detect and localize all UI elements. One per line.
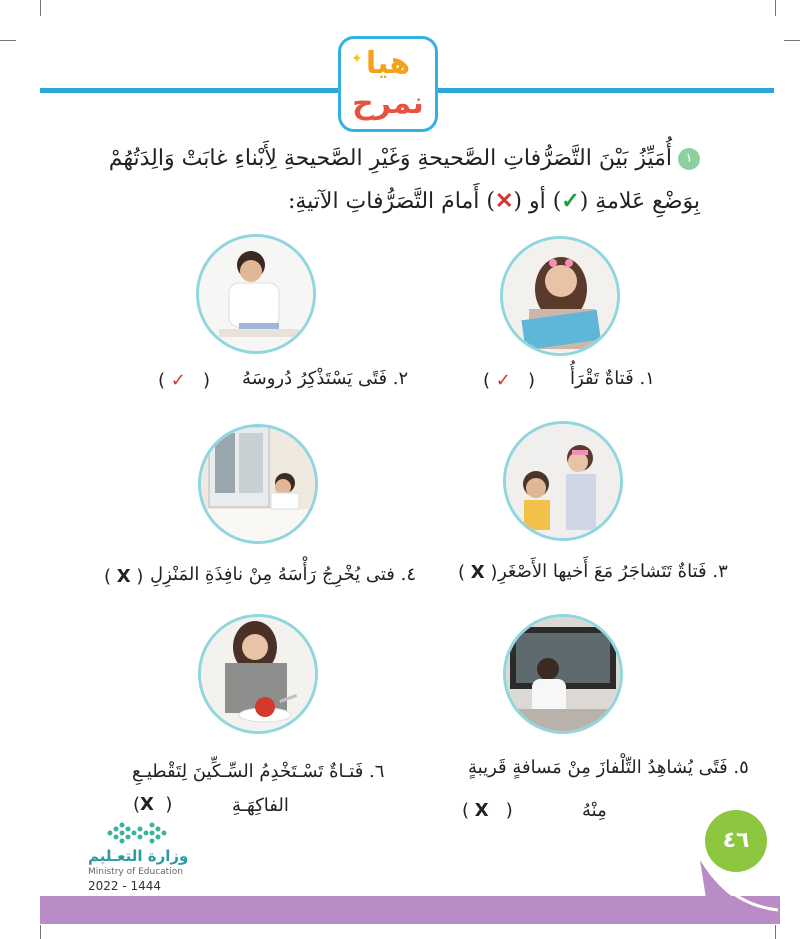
- item-2-label: ٢. فَتًى يَسْتَذْكِرُ دُروسَهُ: [242, 368, 409, 389]
- item-3-label: ٣. فَتاةٌ تَتَشاجَرُ مَعَ أَخيها الأَصْغَرِ: [498, 561, 728, 582]
- ministry-name-en: Ministry of Education: [88, 867, 183, 877]
- item-3-answer: ( X ): [458, 562, 498, 583]
- ministry-logo: [70, 815, 220, 895]
- photo-girl-reading: [500, 236, 620, 356]
- check-mark-icon: ✓: [495, 370, 511, 391]
- cross-answer: X: [474, 800, 489, 821]
- item-6-label-cont: الفاكِهَـةِ: [232, 795, 289, 816]
- cross-answer: X: [470, 562, 485, 583]
- item-5-answer: ( X ): [462, 800, 513, 821]
- footer-bar: [40, 896, 780, 924]
- edition-year: 2022 - 1444: [88, 879, 162, 893]
- ministry-name-ar: وزارة التعـليم: [88, 847, 189, 865]
- check-mark-icon: ✓: [561, 188, 580, 214]
- photo-boy-at-window: [198, 424, 318, 544]
- instruction-line1: [60, 142, 700, 176]
- item-1-label: ١. فَتاةٌ تَقْرَأُ: [570, 368, 655, 389]
- item-6-answer: (X ): [133, 794, 173, 815]
- photo-siblings-quarrel: [503, 421, 623, 541]
- crop-mark: [40, 925, 41, 939]
- photo-girl-cutting-fruit: [198, 614, 318, 734]
- crop-mark: [0, 40, 16, 41]
- cross-answer: X: [116, 566, 131, 587]
- check-mark-icon: ✓: [170, 370, 186, 391]
- item-5-label-cont: مِنْهُ: [582, 800, 607, 821]
- question-number: ١: [678, 148, 700, 170]
- item-6-label: ٦. فَتـاةٌ تَسْـتَخْدِمُ السِّـكِّينَ لِتَقْطيـعِ: [132, 761, 385, 782]
- crop-mark: [40, 0, 41, 16]
- logo-line2: نمرح: [352, 86, 424, 121]
- cross-mark-icon: ✕: [494, 188, 514, 214]
- ministry-emblem-icon: [100, 815, 220, 845]
- crop-mark: [775, 0, 776, 16]
- photo-boy-watching-tv: [503, 614, 623, 734]
- item-1-answer: ( ✓ ): [483, 370, 536, 391]
- sparkle-icon: ✦: [351, 51, 363, 67]
- item-2-answer: ( ✓ ): [158, 370, 211, 391]
- instruction-line2: [60, 184, 700, 219]
- photo-boy-studying: [196, 234, 316, 354]
- page-number: ٤٦: [705, 810, 767, 872]
- item-4-answer: ( X ): [104, 566, 144, 587]
- instruction-prefix: بِوَضْعِ عَلامةِ (: [579, 189, 700, 214]
- instruction-suffix: ) أَمامَ التَّصَرُّفاتِ الآتيةِ:: [287, 189, 495, 214]
- crop-mark: [784, 40, 800, 41]
- cross-answer: X: [140, 794, 154, 815]
- item-4-label: ٤. فتى يُخْرِجُ رَأْسَهُ مِنْ نافِذَةِ المَنْزِلِ: [150, 564, 417, 585]
- item-5-label: ٥. فَتًى يُشاهِدُ التِّلْفازَ مِنْ مَسافةٍ قَريبةٍ: [468, 757, 749, 778]
- logo-line1: هيا: [365, 46, 411, 81]
- instruction-text1: أُمَيِّزُ بَيْنَ التَّصَرُّفاتِ الصَّحيحةِ وَغَيْرِ الصَّحيحةِ لِأَبْناءِ غابَتْ وَالِدَتُهُمْ: [108, 146, 672, 171]
- crop-mark: [775, 925, 776, 939]
- section-logo: [338, 36, 438, 132]
- instruction-mid: ) أو (: [513, 189, 562, 214]
